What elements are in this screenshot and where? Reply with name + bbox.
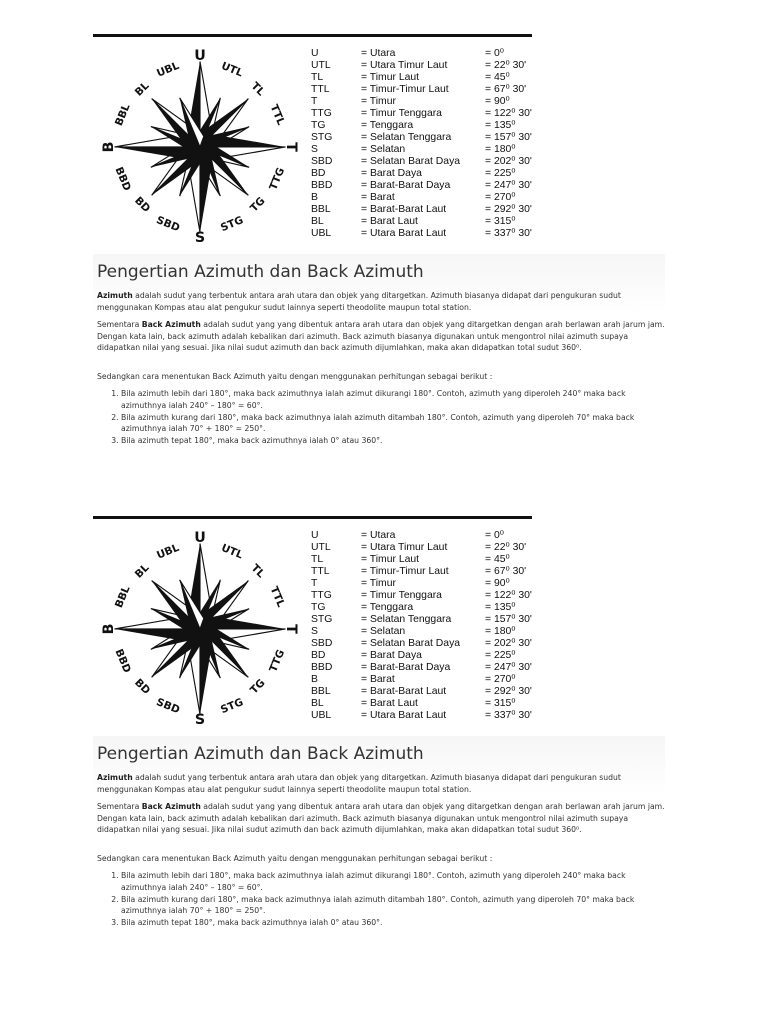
legend-abbr: STG (311, 614, 333, 625)
legend-degree: = 292⁰ 30' (485, 686, 532, 697)
calculation-step: 3. Bila azimuth tepat 180°, maka back azimuthnya ialah 0° atau 360°. (121, 435, 665, 447)
legend-degree: = 0⁰ (485, 48, 504, 59)
legend-row (311, 578, 541, 590)
legend-abbr: BD (311, 168, 326, 179)
legend-row (311, 650, 541, 662)
back-azimuth-intro: Sementara (97, 320, 142, 329)
top-rule (93, 34, 532, 37)
back-azimuth-definition (97, 801, 665, 836)
legend-degree: = 225⁰ (485, 650, 516, 661)
legend-row (311, 120, 541, 132)
legend-name: = Timur Laut (361, 72, 420, 83)
legend-degree: = 157⁰ 30' (485, 132, 532, 143)
calculation-step: 3. Bila azimuth tepat 180°, maka back azimuthnya ialah 0° atau 360°. (121, 917, 665, 929)
compass-label-b: B (100, 141, 117, 153)
compass-label-tl: TL (248, 80, 267, 99)
legend-name: = Timur (361, 578, 396, 589)
compass-label-ubl: UBL (155, 541, 181, 562)
legend-abbr: UBL (311, 710, 332, 721)
legend-name: = Barat Daya (361, 650, 422, 661)
legend-name: = Timur (361, 96, 396, 107)
azimuth-term: Azimuth (97, 773, 133, 782)
compass-rose-image (100, 46, 300, 247)
legend-degree: = 67⁰ 30' (485, 566, 527, 577)
legend-name: = Barat Laut (361, 216, 418, 227)
legend-degree: = 315⁰ (485, 698, 516, 709)
legend-abbr: BD (311, 650, 326, 661)
legend-abbr: TTL (311, 84, 330, 95)
legend-abbr: UTL (311, 60, 331, 71)
legend-abbr: BBD (311, 662, 333, 673)
legend-row (311, 710, 541, 722)
legend-abbr: TL (311, 554, 324, 565)
legend-degree: = 315⁰ (485, 216, 516, 227)
legend-name: = Selatan Barat Daya (361, 638, 461, 649)
legend-name: = Barat-Barat Laut (361, 686, 447, 697)
back-azimuth-intro: Sementara (97, 802, 142, 811)
article-heading: Pengertian Azimuth dan Back Azimuth (97, 744, 424, 764)
legend-degree: = 45⁰ (485, 72, 510, 83)
legend-degree: = 135⁰ (485, 602, 516, 613)
legend-abbr: TG (311, 602, 326, 613)
compass-label-ttl: TTL (267, 102, 287, 127)
compass-rose-image (100, 528, 300, 729)
legend-degree: = 45⁰ (485, 554, 510, 565)
legend-degree: = 122⁰ 30' (485, 590, 532, 601)
legend-abbr: SBD (311, 156, 333, 167)
article-heading: Pengertian Azimuth dan Back Azimuth (97, 262, 424, 282)
legend-degree: = 22⁰ 30' (485, 542, 527, 553)
legend-abbr: UBL (311, 228, 332, 239)
compass-label-utl: UTL (219, 59, 245, 80)
legend-degree: = 135⁰ (485, 120, 516, 131)
legend-name: = Timur-Timur Laut (361, 84, 449, 95)
legend-degree: = 157⁰ 30' (485, 614, 532, 625)
legend-abbr: UTL (311, 542, 331, 553)
legend-abbr: B (311, 192, 318, 203)
legend-name: = Tenggara (361, 120, 414, 131)
calculation-step: 1. Bila azimuth lebih dari 180°, maka back azimuthnya ialah azimut dikurangi 180°. Contoh, azimuth yang diperoleh 240° maka back azimuthnya ialah 240° – 180° = 60°. (121, 870, 665, 894)
legend-row (311, 108, 541, 120)
compass-label-bbl: BBL (112, 102, 133, 128)
back-azimuth-term: Back Azimuth (141, 320, 201, 329)
legend-degree: = 180⁰ (485, 626, 516, 637)
legend-name: = Timur Tenggara (361, 108, 442, 119)
compass-label-ubl: UBL (155, 59, 181, 80)
azimuth-section-1 (93, 34, 665, 484)
legend-degree: = 0⁰ (485, 530, 504, 541)
legend-row (311, 590, 541, 602)
legend-row (311, 228, 541, 240)
legend-name: = Selatan (361, 144, 406, 155)
compass-label-tl: TL (248, 562, 267, 581)
compass-label-s: S (194, 230, 206, 247)
legend-abbr: TTG (311, 108, 332, 119)
legend-degree: = 22⁰ 30' (485, 60, 527, 71)
legend-row (311, 180, 541, 192)
legend-degree: = 202⁰ 30' (485, 156, 532, 167)
legend-degree: = 122⁰ 30' (485, 108, 532, 119)
compass-label-s: S (194, 712, 206, 729)
legend-row (311, 566, 541, 578)
legend-row (311, 614, 541, 626)
legend-row (311, 192, 541, 204)
legend-row (311, 542, 541, 554)
back-azimuth-term: Back Azimuth (141, 802, 201, 811)
legend-row (311, 216, 541, 228)
legend-row (311, 60, 541, 72)
legend-name: = Utara (361, 530, 396, 541)
legend-row (311, 204, 541, 216)
legend-abbr: S (311, 626, 318, 637)
legend-row (311, 698, 541, 710)
compass-label-t: T (283, 624, 300, 634)
legend-abbr: B (311, 674, 318, 685)
legend-degree: = 337⁰ 30' (485, 710, 532, 721)
direction-legend-table (311, 530, 541, 722)
compass-label-sbd: SBD (154, 214, 182, 235)
legend-degree: = 90⁰ (485, 96, 510, 107)
legend-abbr: TL (311, 72, 324, 83)
legend-degree: = 247⁰ 30' (485, 662, 532, 673)
compass-label-bbd: BBD (112, 165, 134, 193)
legend-row (311, 638, 541, 650)
legend-abbr: U (311, 48, 319, 59)
azimuth-definition-text: adalah sudut yang terbentuk antara arah utara dan objek yang ditargetkan. Azimuth biasanya didapat dari pengukuran sudut menggunakan Kompas atau alat pengukur sudut lainnya seperti theodolite maupun total station. (97, 291, 621, 312)
compass-label-utl: UTL (219, 541, 245, 562)
legend-row (311, 168, 541, 180)
legend-row (311, 674, 541, 686)
calculation-intro: Sedangkan cara menentukan Back Azimuth yaitu dengan menggunakan perhitungan sebagai berikut : (97, 854, 493, 863)
compass-label-stg: STG (218, 214, 246, 235)
calculation-intro: Sedangkan cara menentukan Back Azimuth yaitu dengan menggunakan perhitungan sebagai berikut : (97, 372, 493, 381)
legend-name: = Barat-Barat Laut (361, 204, 447, 215)
legend-abbr: BL (311, 216, 324, 227)
legend-degree: = 90⁰ (485, 578, 510, 589)
legend-row (311, 602, 541, 614)
legend-name: = Barat (361, 674, 395, 685)
legend-row (311, 48, 541, 60)
calculation-step: 1. Bila azimuth lebih dari 180°, maka back azimuthnya ialah azimut dikurangi 180°. Contoh, azimuth yang diperoleh 240° maka back azimuthnya ialah 240° – 180° = 60°. (121, 388, 665, 412)
legend-name: = Utara Timur Laut (361, 542, 448, 553)
calculation-step: 2. Bila azimuth kurang dari 180°, maka back azimuthnya ialah azimuth ditambah 180°. Contoh, azimuth yang diperoleh 70° maka back azimuthnya ialah 70° + 180° = 250°. (121, 412, 665, 436)
legend-abbr: SBD (311, 638, 333, 649)
compass-label-t: T (283, 142, 300, 152)
legend-name: = Barat Laut (361, 698, 418, 709)
legend-name: = Utara Barat Laut (361, 228, 447, 239)
compass-label-bd: BD (132, 676, 153, 697)
legend-row (311, 554, 541, 566)
legend-name: = Barat (361, 192, 395, 203)
legend-name: = Utara Barat Laut (361, 710, 447, 721)
compass-label-tg: TG (247, 676, 268, 697)
legend-abbr: BBL (311, 204, 331, 215)
legend-name: = Selatan Barat Daya (361, 156, 461, 167)
azimuth-definition (97, 772, 665, 795)
legend-name: = Selatan Tenggara (361, 614, 452, 625)
legend-name: = Timur-Timur Laut (361, 566, 449, 577)
direction-legend-table (311, 48, 541, 240)
legend-name: = Utara (361, 48, 396, 59)
legend-name: = Utara Timur Laut (361, 60, 448, 71)
legend-abbr: TTG (311, 590, 332, 601)
legend-abbr: TTL (311, 566, 330, 577)
compass-label-bbl: BBL (112, 584, 133, 610)
legend-row (311, 144, 541, 156)
compass-label-tg: TG (247, 194, 268, 215)
legend-row (311, 530, 541, 542)
compass-label-bd: BD (132, 194, 153, 215)
legend-name: = Tenggara (361, 602, 414, 613)
legend-row (311, 72, 541, 84)
legend-name: = Barat-Barat Daya (361, 180, 451, 191)
legend-degree: = 270⁰ (485, 674, 516, 685)
compass-label-bl: BL (132, 79, 152, 99)
legend-name: = Timur Laut (361, 554, 420, 565)
legend-abbr: BBL (311, 686, 331, 697)
legend-degree: = 337⁰ 30' (485, 228, 532, 239)
legend-name: = Timur Tenggara (361, 590, 442, 601)
compass-label-sbd: SBD (154, 696, 182, 717)
legend-abbr: U (311, 530, 319, 541)
legend-row (311, 626, 541, 638)
back-azimuth-definition (97, 319, 665, 354)
calculation-step: 2. Bila azimuth kurang dari 180°, maka back azimuthnya ialah azimuth ditambah 180°. Contoh, azimuth yang diperoleh 70° maka back azimuthnya ialah 70° + 180° = 250°. (121, 894, 665, 918)
compass-label-ttg: TTG (267, 166, 288, 192)
legend-degree: = 180⁰ (485, 144, 516, 155)
compass-label-b: B (100, 623, 117, 635)
back-azimuth-definition-text: adalah sudut yang yang dibentuk antara arah utara dan objek yang ditargetkan dengan arah berlawan arah jarum jam. Dengan kata lain, back azimuth adalah kebalikan dari azimuth. Back azimuth biasanya digunakan untuk mengontrol nilai azimuth supaya didapatkan nilai yang sesuai. Jika nilai sudut azimuth dan back azimuth dijumlahkan, maka akan didapatkan total sudut 360⁰. (97, 802, 665, 835)
azimuth-term: Azimuth (97, 291, 133, 300)
legend-name: = Selatan (361, 626, 406, 637)
legend-degree: = 247⁰ 30' (485, 180, 532, 191)
azimuth-section-2 (93, 516, 665, 966)
legend-row (311, 662, 541, 674)
legend-name: = Selatan Tenggara (361, 132, 452, 143)
legend-abbr: STG (311, 132, 333, 143)
back-azimuth-definition-text: adalah sudut yang yang dibentuk antara arah utara dan objek yang ditargetkan dengan arah berlawan arah jarum jam. Dengan kata lain, back azimuth adalah kebalikan dari azimuth. Back azimuth biasanya digunakan untuk mengontrol nilai azimuth supaya didapatkan nilai yang sesuai. Jika nilai sudut azimuth dan back azimuth dijumlahkan, maka akan didapatkan total sudut 360⁰. (97, 320, 665, 353)
legend-row (311, 96, 541, 108)
calculation-steps-list (97, 870, 665, 929)
legend-degree: = 270⁰ (485, 192, 516, 203)
legend-row (311, 84, 541, 96)
legend-abbr: T (311, 96, 318, 107)
legend-degree: = 202⁰ 30' (485, 638, 532, 649)
compass-label-bl: BL (132, 561, 152, 581)
compass-label-u: U (194, 47, 206, 64)
legend-degree: = 292⁰ 30' (485, 204, 532, 215)
compass-label-ttg: TTG (267, 648, 288, 674)
compass-label-bbd: BBD (112, 647, 134, 675)
legend-abbr: TG (311, 120, 326, 131)
calculation-steps-list (97, 388, 665, 447)
legend-abbr: T (311, 578, 318, 589)
compass-label-stg: STG (218, 696, 246, 717)
legend-row (311, 686, 541, 698)
legend-abbr: BBD (311, 180, 333, 191)
legend-row (311, 156, 541, 168)
compass-label-u: U (194, 529, 206, 546)
legend-name: = Barat Daya (361, 168, 422, 179)
compass-label-ttl: TTL (267, 584, 287, 609)
legend-name: = Barat-Barat Daya (361, 662, 451, 673)
azimuth-definition (97, 290, 665, 313)
legend-abbr: BL (311, 698, 324, 709)
legend-row (311, 132, 541, 144)
top-rule (93, 516, 532, 519)
legend-abbr: S (311, 144, 318, 155)
legend-degree: = 67⁰ 30' (485, 84, 527, 95)
azimuth-definition-text: adalah sudut yang terbentuk antara arah utara dan objek yang ditargetkan. Azimuth biasanya didapat dari pengukuran sudut menggunakan Kompas atau alat pengukur sudut lainnya seperti theodolite maupun total station. (97, 773, 621, 794)
legend-degree: = 225⁰ (485, 168, 516, 179)
